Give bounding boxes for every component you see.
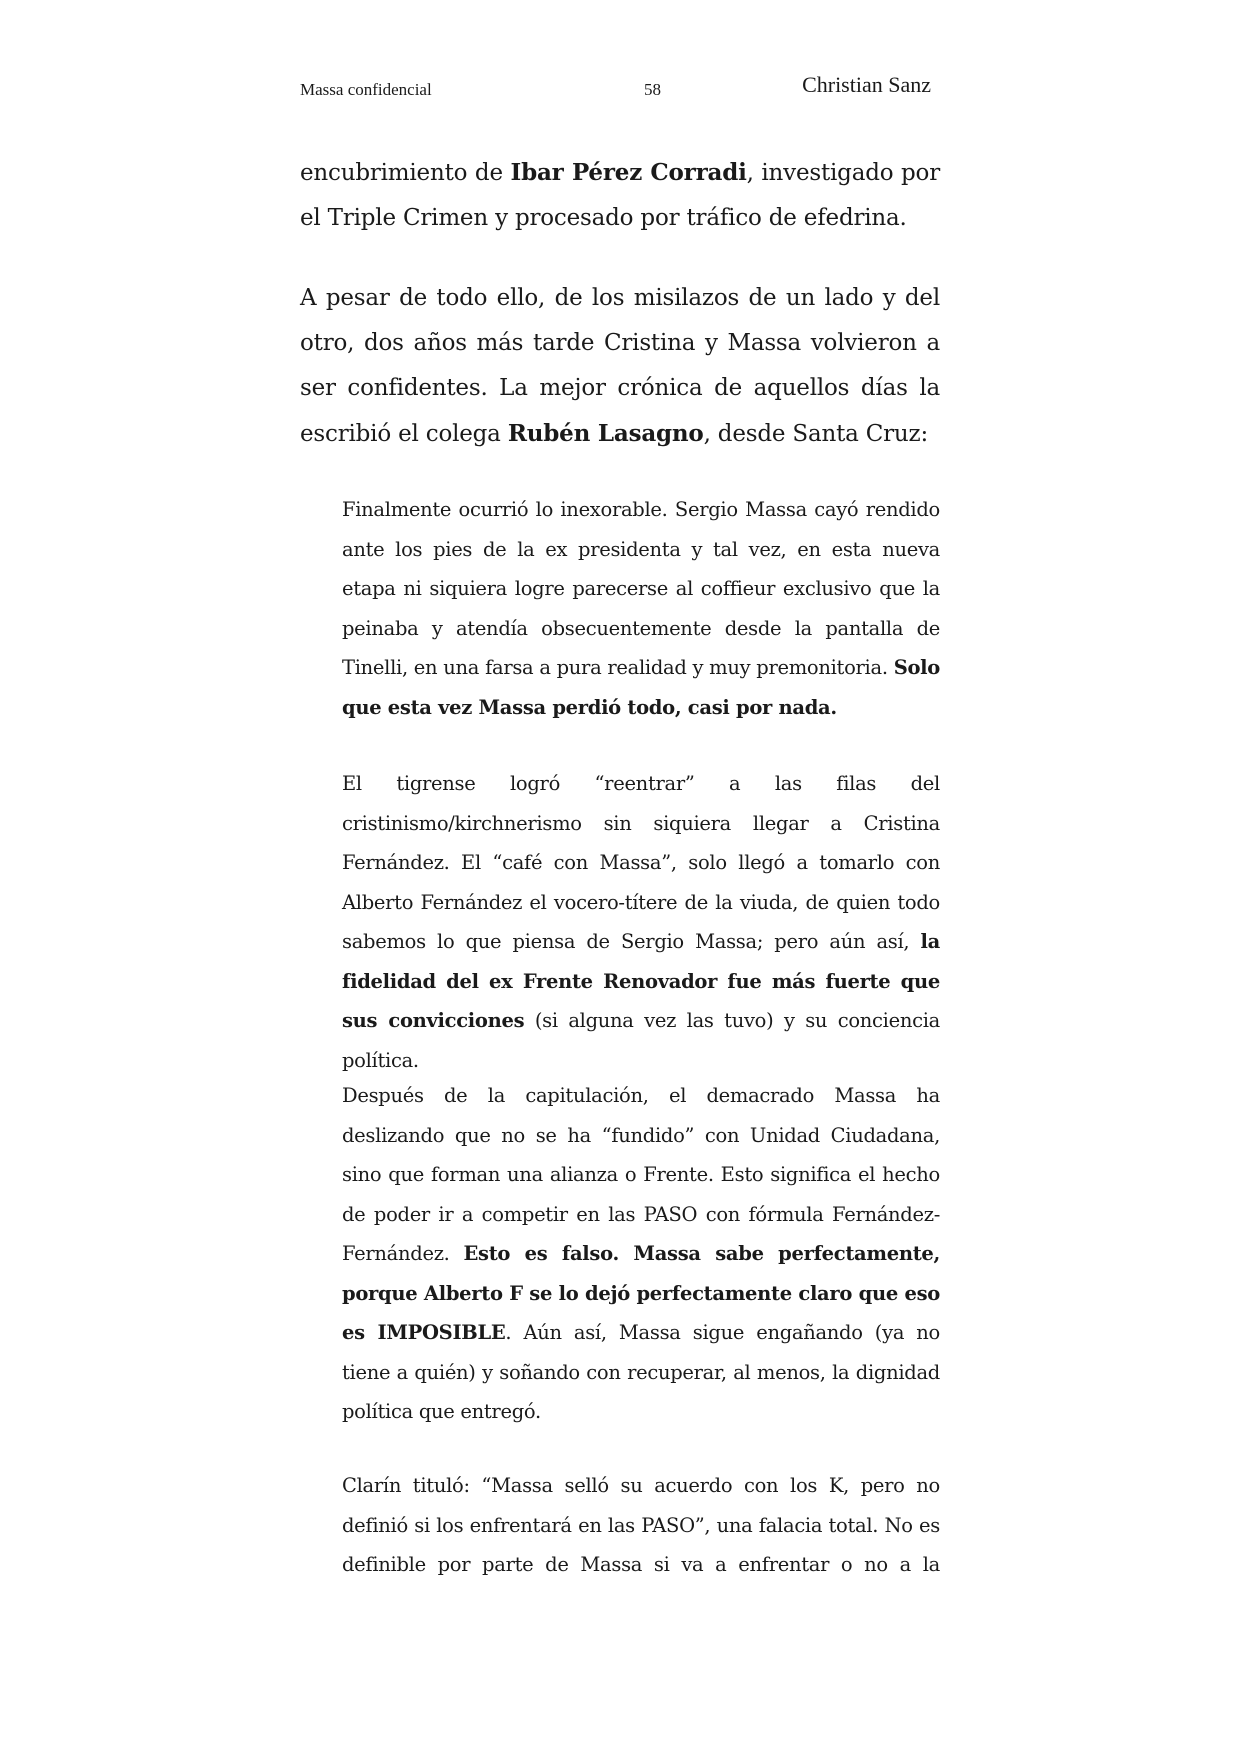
text-run: . Aún así, Massa sigue engañando (ya no tiene a quién) y soñando con recuperar, al menos, la dignidad política que entregó.	[342, 1321, 940, 1423]
bold-name: Ibar Pérez Corradi	[510, 159, 747, 186]
text-run: , investigado por el Triple Crimen y procesado por tráfico de efedrina.	[300, 160, 940, 231]
text-run: El tigrense logró “reentrar” a las filas del cristinismo/kirchnerismo sin siquiera llegar a Cristina Fernández. El “café con Massa”, solo llegó a tomarlo con Alberto Fernández el vocero-títere de la viuda, de quien todo sabemos lo que piensa de Sergio Massa; pero aún así,	[342, 772, 940, 953]
block-quote-2	[342, 764, 940, 1080]
book-title: Massa confidencial	[300, 80, 432, 99]
bold-text: Esto es falso. Massa sabe perfectamente, porque Alberto F se lo dejó perfectamente claro que eso es IMPOSIBLE	[342, 1242, 941, 1344]
text-run: (si alguna vez las tuvo) y su conciencia política.	[342, 1009, 940, 1072]
text-run: , desde Santa Cruz:	[703, 421, 929, 447]
page-header	[300, 72, 940, 112]
text-run: Después de la capitulación, el demacrado Massa ha deslizando que no se ha “fundido” con Unidad Ciudadana, sino que forman una alianza o Frente. Esto significa el hecho de poder ir a competir en las PASO con fórmula Fernández-Fernández.	[342, 1084, 940, 1265]
text-run: Clarín tituló: “Massa selló su acuerdo con los K, pero no definió si los enfrentará en las PASO”, una falacia total. No es definible por parte de Massa si va a enfrentar o no a la	[342, 1474, 940, 1576]
paragraph-1	[300, 150, 940, 241]
bold-text: Solo que esta vez Massa perdió todo, casi por nada.	[342, 656, 940, 719]
paragraph-2	[300, 276, 940, 457]
text-run: Finalmente ocurrió lo inexorable. Sergio Massa cayó rendido ante los pies de la ex presidenta y tal vez, en esta nueva etapa ni siquiera logre parecerse al coffieur exclusivo que la peinaba y atendía obsecuentemente desde la pantalla de Tinelli, en una farsa a pura realidad y muy premonitoria.	[342, 498, 940, 679]
author-name: Christian Sanz	[802, 72, 931, 97]
block-quote-1	[342, 490, 940, 727]
block-quote-3	[342, 1076, 940, 1432]
page-number: 58	[644, 80, 661, 99]
text-run: A pesar de todo ello, de los misilazos de un lado y del otro, dos años más tarde Cristina y Massa volvieron a ser confidentes. La mejor crónica de aquellos días la escribió el colega	[300, 285, 940, 447]
text-run: encubrimiento de	[300, 160, 511, 186]
block-quote-4	[342, 1466, 940, 1585]
bold-text: la fidelidad del ex Frente Renovador fue más fuerte que sus convicciones	[342, 930, 940, 1032]
bold-name: Rubén Lasagno	[507, 420, 704, 447]
